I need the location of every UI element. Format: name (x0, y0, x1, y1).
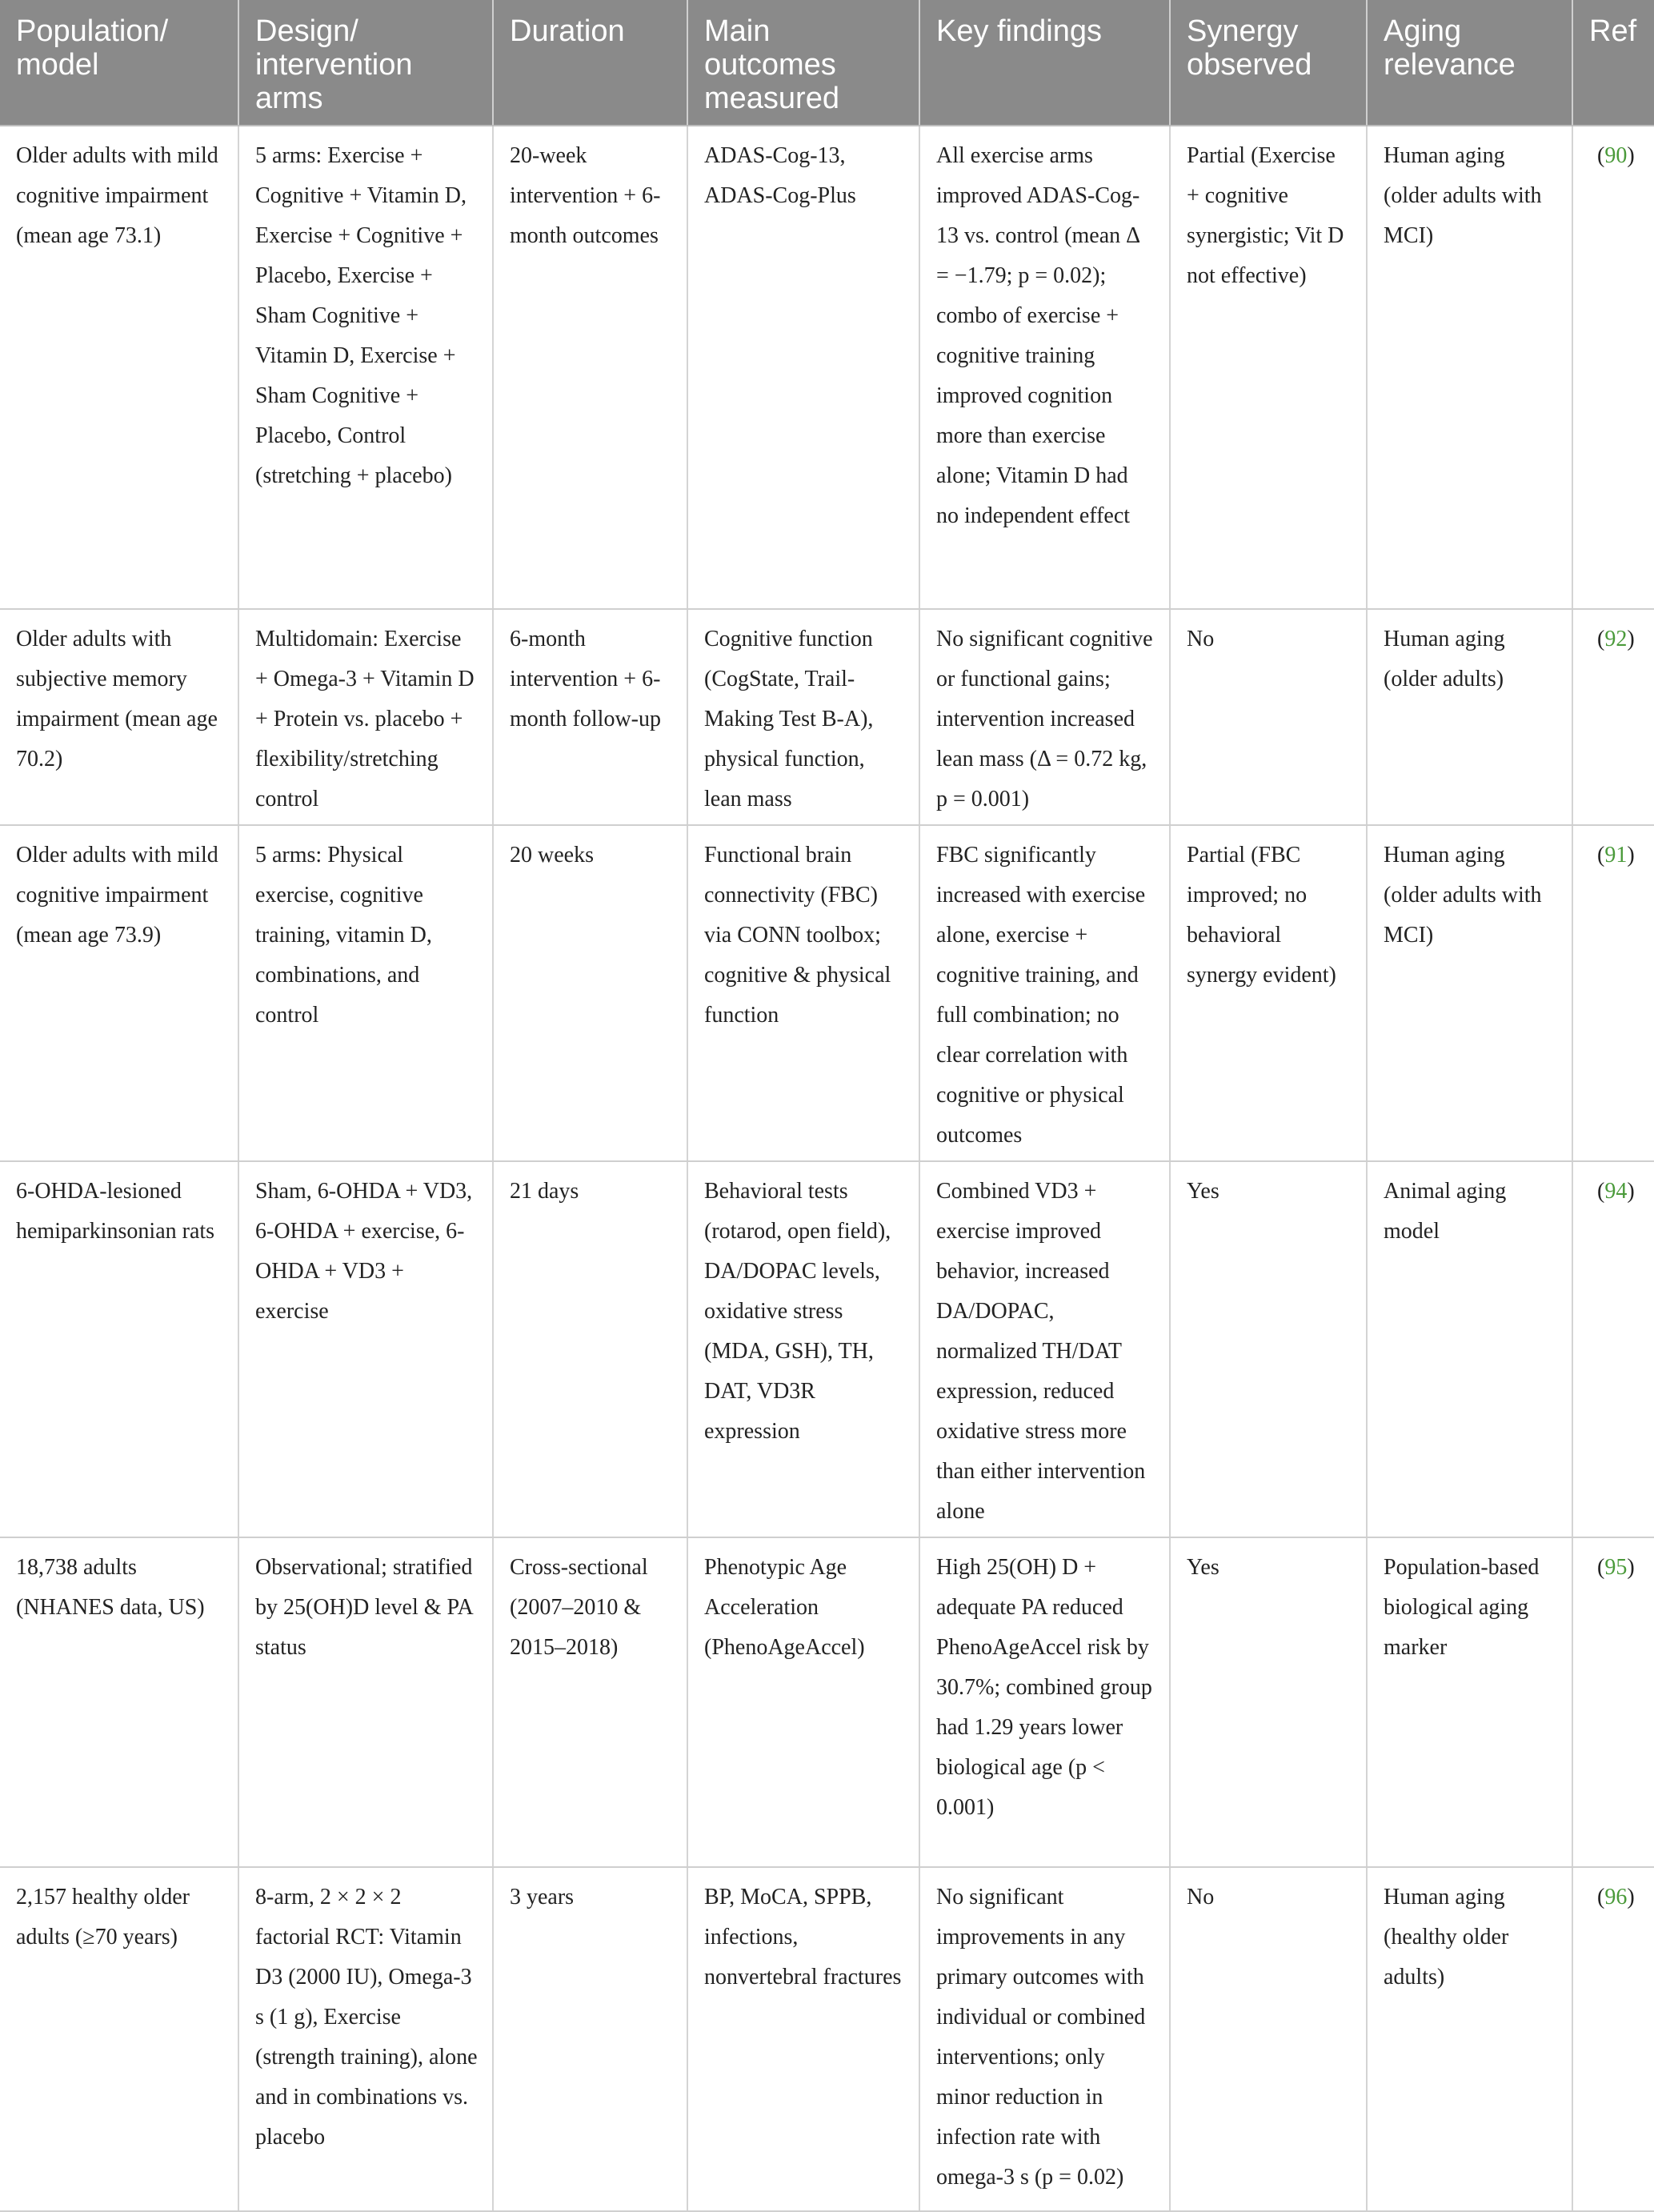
cell-synergy: Yes (1170, 1161, 1367, 1537)
cell-design: 5 arms: Physical exercise, cognitive training, vitamin D, combinations, and control (238, 825, 493, 1161)
cell-population: Older adults with mild cognitive impairment (mean age 73.1) (0, 126, 238, 609)
cell-design: 8-arm, 2 × 2 × 2 factorial RCT: Vitamin D3 (2000 IU), Omega-3 s (1 g), Exercise (strength training), alone and in combinations vs. placebo (238, 1867, 493, 2211)
cell-duration: 3 years (493, 1867, 687, 2211)
cell-duration: 21 days (493, 1161, 687, 1537)
cell-findings: All exercise arms improved ADAS-Cog-13 vs. control (mean Δ = −1.79; p = 0.02); combo of exercise + cognitive training improved cognition more than exercise alone; Vitamin D had no independent effect (919, 126, 1170, 609)
header-findings: Key findings (919, 0, 1170, 126)
cell-outcomes: BP, MoCA, SPPB, infections, nonvertebral fractures (687, 1867, 919, 2211)
cell-relevance: Human aging (older adults) (1367, 609, 1572, 825)
cell-duration: 6-month intervention + 6-month follow-up (493, 609, 687, 825)
reference-link[interactable]: 96 (1604, 1885, 1628, 1909)
cell-ref: (90) (1572, 126, 1654, 609)
cell-duration: 20 weeks (493, 825, 687, 1161)
cell-outcomes: Phenotypic Age Acceleration (PhenoAgeAccel) (687, 1537, 919, 1867)
cell-outcomes: Functional brain connectivity (FBC) via CONN toolbox; cognitive & physical function (687, 825, 919, 1161)
cell-population: Older adults with subjective memory impairment (mean age 70.2) (0, 609, 238, 825)
reference-link[interactable]: 94 (1604, 1179, 1628, 1204)
cell-relevance: Animal aging model (1367, 1161, 1572, 1537)
cell-population: Older adults with mild cognitive impairment (mean age 73.9) (0, 825, 238, 1161)
reference-link[interactable]: 91 (1604, 843, 1628, 868)
cell-design: Observational; stratified by 25(OH)D level & PA status (238, 1537, 493, 1867)
cell-design: 5 arms: Exercise + Cognitive + Vitamin D, Exercise + Cognitive + Placebo, Exercise + Sham Cognitive + Vitamin D, Exercise + Sham Cognitive + Placebo, Control (stretching + placebo) (238, 126, 493, 609)
cell-outcomes: Behavioral tests (rotarod, open field), DA/DOPAC levels, oxidative stress (MDA, GSH), TH, DAT, VD3R expression (687, 1161, 919, 1537)
cell-outcomes: ADAS-Cog-13, ADAS-Cog-Plus (687, 126, 919, 609)
reference-link[interactable]: 95 (1604, 1555, 1628, 1580)
table-row (0, 825, 1654, 1161)
header-population: Population/ model (0, 0, 238, 126)
cell-findings: High 25(OH) D + adequate PA reduced PhenoAgeAccel risk by 30.7%; combined group had 1.29 years lower biological age (p < 0.001) (919, 1537, 1170, 1867)
cell-findings: FBC significantly increased with exercise alone, exercise + cognitive training, and full combination; no clear correlation with cognitive or physical outcomes (919, 825, 1170, 1161)
cell-outcomes: Cognitive function (CogState, Trail-Making Test B-A), physical function, lean mass (687, 609, 919, 825)
table-row (0, 126, 1654, 609)
cell-population: 2,157 healthy older adults (≥70 years) (0, 1867, 238, 2211)
cell-ref: (92) (1572, 609, 1654, 825)
cell-findings: Combined VD3 + exercise improved behavior, increased DA/DOPAC, normalized TH/DAT expression, reduced oxidative stress more than either intervention alone (919, 1161, 1170, 1537)
header-ref: Ref (1572, 0, 1654, 126)
reference-link[interactable]: 90 (1604, 143, 1628, 168)
cell-ref: (91) (1572, 825, 1654, 1161)
table-row (0, 609, 1654, 825)
cell-design: Sham, 6-OHDA + VD3, 6-OHDA + exercise, 6-OHDA + VD3 + exercise (238, 1161, 493, 1537)
header-row (0, 0, 1654, 126)
cell-relevance: Human aging (healthy older adults) (1367, 1867, 1572, 2211)
cell-synergy: Partial (FBC improved; no behavioral synergy evident) (1170, 825, 1367, 1161)
cell-relevance: Human aging (older adults with MCI) (1367, 126, 1572, 609)
cell-ref: (96) (1572, 1867, 1654, 2211)
header-synergy: Synergy observed (1170, 0, 1367, 126)
cell-population: 6-OHDA-lesioned hemiparkinsonian rats (0, 1161, 238, 1537)
cell-findings: No significant cognitive or functional gains; intervention increased lean mass (Δ = 0.72 kg, p = 0.001) (919, 609, 1170, 825)
table-row (0, 1867, 1654, 2211)
header-outcomes: Main outcomes measured (687, 0, 919, 126)
cell-synergy: No (1170, 1867, 1367, 2211)
cell-duration: Cross-sectional (2007–2010 & 2015–2018) (493, 1537, 687, 1867)
cell-population: 18,738 adults (NHANES data, US) (0, 1537, 238, 1867)
header-duration: Duration (493, 0, 687, 126)
table-row (0, 1161, 1654, 1537)
header-design: Design/ intervention arms (238, 0, 493, 126)
cell-relevance: Human aging (older adults with MCI) (1367, 825, 1572, 1161)
cell-ref: (94) (1572, 1161, 1654, 1537)
table-row (0, 1537, 1654, 1867)
cell-ref: (95) (1572, 1537, 1654, 1867)
cell-synergy: Yes (1170, 1537, 1367, 1867)
cell-duration: 20-week intervention + 6-month outcomes (493, 126, 687, 609)
header-relevance: Aging relevance (1367, 0, 1572, 126)
reference-link[interactable]: 92 (1604, 627, 1628, 651)
cell-design: Multidomain: Exercise + Omega-3 + Vitamin D + Protein vs. placebo + flexibility/stretching control (238, 609, 493, 825)
cell-synergy: Partial (Exercise + cognitive synergistic; Vit D not effective) (1170, 126, 1367, 609)
cell-relevance: Population-based biological aging marker (1367, 1537, 1572, 1867)
cell-synergy: No (1170, 609, 1367, 825)
cell-findings: No significant improvements in any primary outcomes with individual or combined interventions; only minor reduction in infection rate with omega-3 s (p = 0.02) (919, 1867, 1170, 2211)
